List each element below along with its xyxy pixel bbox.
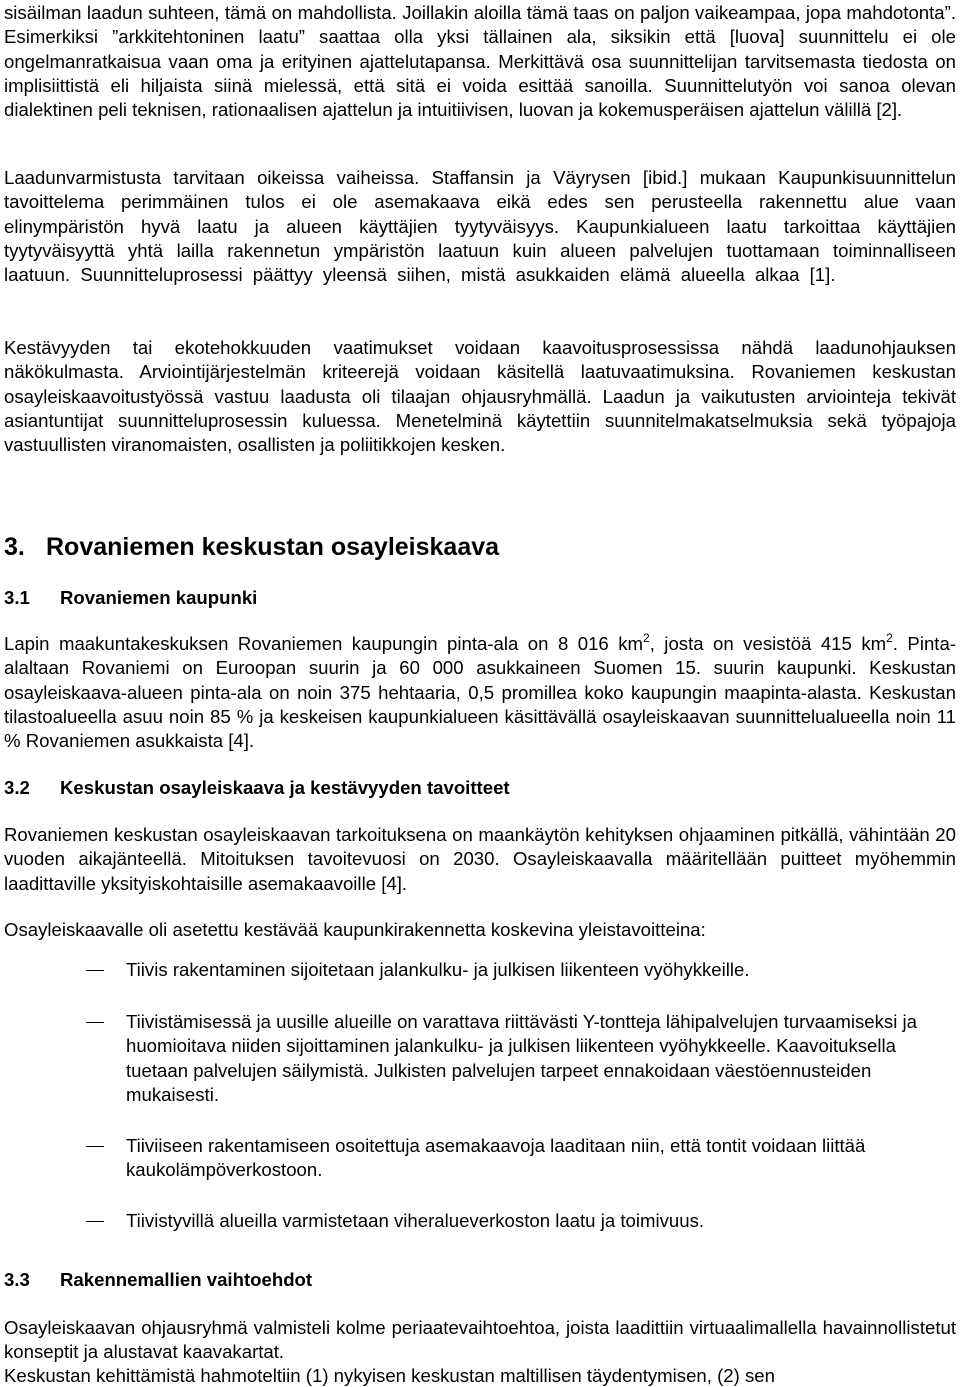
list-item-text: Tiivistyvillä alueilla varmistetaan viheralueverkoston laatu ja toimivuus. [126, 1210, 705, 1231]
paragraph-quality-assurance: Laadunvarmistusta tarvitaan oikeissa vaiheissa. Staffansin ja Väyrysen [ibid.] mukaan Kaupunkisuunnittelun tavoittelema perimmäinen tulos ei ole asemakaava eikä edes sen perusteella rakennettu alue vaan elinympäristön hyvä laatu ja alueen käyttäjien tyytyväisyys. Kaupunkialueen laatu tarkoittaa käyttäjien tyytyväisyyttä yhtä lailla rakennetun ympäristön laatuun kuin alueen palvelujen tuottamaan toiminnalliseen laatuun. Suunnitteluprosessi päättyy yleensä siihen, mistä asukkaiden elämä alueella alkaa [1]. [4, 167, 956, 286]
heading-title: Rovaniemen kaupunki [60, 587, 258, 608]
list-item-goal-3 [126, 1134, 952, 1183]
heading-section-3 [4, 532, 499, 562]
list-item-text: Tiivis rakentaminen sijoitetaan jalankulku- ja julkisen liikenteen vyöhykkeille. [126, 959, 750, 980]
dash-bullet-icon [86, 1146, 104, 1147]
dash-bullet-icon [86, 1022, 104, 1023]
dash-bullet-icon [86, 970, 104, 971]
paragraph-sustainability: Kestävyyden tai ekotehokkuuden vaatimukset voidaan kaavoitusprosessissa nähdä laadunohjauksen näkökulmasta. Arviointijärjestelmän kriteerejä voidaan käsitellä laatuvaatimuksina. Rovaniemen keskustan osayleiskaavoitustyössä vastuu laadusta oli tilaajan ohjausryhmällä. Laadun ja vaikutusten arviointeja tekivät asiantuntijat suunnitteluprosessin kuluessa. Menetelminä käytettiin suunnitelmakatselmuksia sekä työpajoja vastuullisten viranomaisten, osallisten ja poliitikkojen kesken. [4, 337, 956, 456]
superscript-2: 2 [886, 631, 893, 645]
heading-title: Rakennemallien vaihtoehdot [60, 1269, 313, 1290]
heading-section-3-2 [4, 776, 510, 800]
heading-title: Keskustan osayleiskaava ja kestävyyden tavoitteet [60, 777, 510, 798]
list-item-goal-2 [126, 1010, 952, 1107]
heading-section-3-3 [4, 1268, 312, 1292]
list-item-goal-1 [126, 958, 952, 982]
dash-bullet-icon [86, 1221, 104, 1222]
heading-number: 3.1 [4, 587, 30, 608]
paragraph-development-options: Keskustan kehittämistä hahmoteltiin (1) nykyisen keskustan maltillisen täydentymisen, (2) sen [4, 1365, 775, 1386]
text-area-intro: Lapin maakuntakeskuksen Rovaniemen kaupungin pinta-ala on 8 016 km [4, 633, 643, 654]
heading-section-3-1 [4, 586, 257, 610]
heading-number: 3.3 [4, 1269, 30, 1290]
paragraph-goals-intro: Osayleiskaavalle oli asetettu kestävää kaupunkirakennetta koskevina yleistavoitteina: [4, 919, 706, 940]
paragraph-master-plan-purpose: Rovaniemen keskustan osayleiskaavan tarkoituksena on maankäytön kehityksen ohjaaminen pitkällä, vähintään 20 vuoden aikajänteellä. Mitoituksen tavoitevuosi on 2030. Osayleiskaavalla määritellään puitteet myöhemmin laadittaville yksityiskohtaisille asemakaavoille [4]. [4, 824, 956, 894]
document-page [4, 0, 956, 1387]
heading-title: Rovaniemen keskustan osayleiskaava [46, 533, 500, 561]
text-city-facts: . Pinta-alaltaan Rovaniemi on Euroopan suurin ja 60 000 asukkaineen Suomen 15. suurin kaupunki. Keskustan osayleiskaava-alueen pinta-ala on noin 375 hehtaaria, 0,5 promillea koko kaupungin maapinta-alasta. Keskustan tilastoalueella asuu noin 85 % ja keskeisen kaupunkialueen käsittävällä osayleiskaavan suunnittelualueella noin 11 % Rovaniemen asukkaista [4]. [4, 633, 956, 752]
list-item-text: Tiiviiseen rakentamiseen osoitettuja asemakaavoja laaditaan niin, että tontit voidaan liittää kaukolämpöverkostoon. [126, 1135, 866, 1181]
paragraph-structure-alternatives: Osayleiskaavan ohjausryhmä valmisteli kolme periaatevaihtoehtoa, joista laadittiin virtuaalimallella havainnollistetut konseptit ja alustavat kaavakartat. [4, 1317, 956, 1363]
list-item-text: Tiivistämisessä ja uusille alueille on varattava riittävästi Y-tontteja lähipalvelujen turvaamiseksi ja huomioitava niiden sijoittaminen jalankulku- ja julkisen liikenteen vyöhykkeelle. Kaavoituksella tuetaan palvelujen säilymistä. Julkisten palvelujen tarpeet ennakoidaan väestöennusteiden mukaisesti. [126, 1011, 917, 1105]
list-item-goal-4 [126, 1209, 952, 1233]
paragraph-design-quality: sisäilman laadun suhteen, tämä on mahdollista. Joillakin aloilla tämä taas on paljon vaikeampaa, jopa mahdotonta”. Esimerkiksi ”arkkitehtoninen laatu” saattaa olla yksi tällainen ala, siksikin että [luova] suunnittelu ei ole ongelmanratkaisua vaan oma ja erityinen ajattelutapansa. Merkittävä osa suunnittelijan tarvitsemasta tiedosta on implisiittistä eli hiljaista siinä mielessä, että sitä ei voida esittää sanoilla. Suunnittelutyön voi sanoa olevan dialektinen peli teknisen, rationaalisen ajattelun ja intuitiivisen, luovan ja kokemusperäisen ajattelun välillä [2]. [4, 2, 956, 121]
text-water-area: , josta on vesistöä 415 km [649, 633, 887, 654]
heading-number: 3.2 [4, 777, 30, 798]
heading-number: 3. [4, 533, 25, 561]
superscript-2: 2 [643, 631, 650, 645]
paragraph-rovaniemi-city [4, 632, 956, 753]
